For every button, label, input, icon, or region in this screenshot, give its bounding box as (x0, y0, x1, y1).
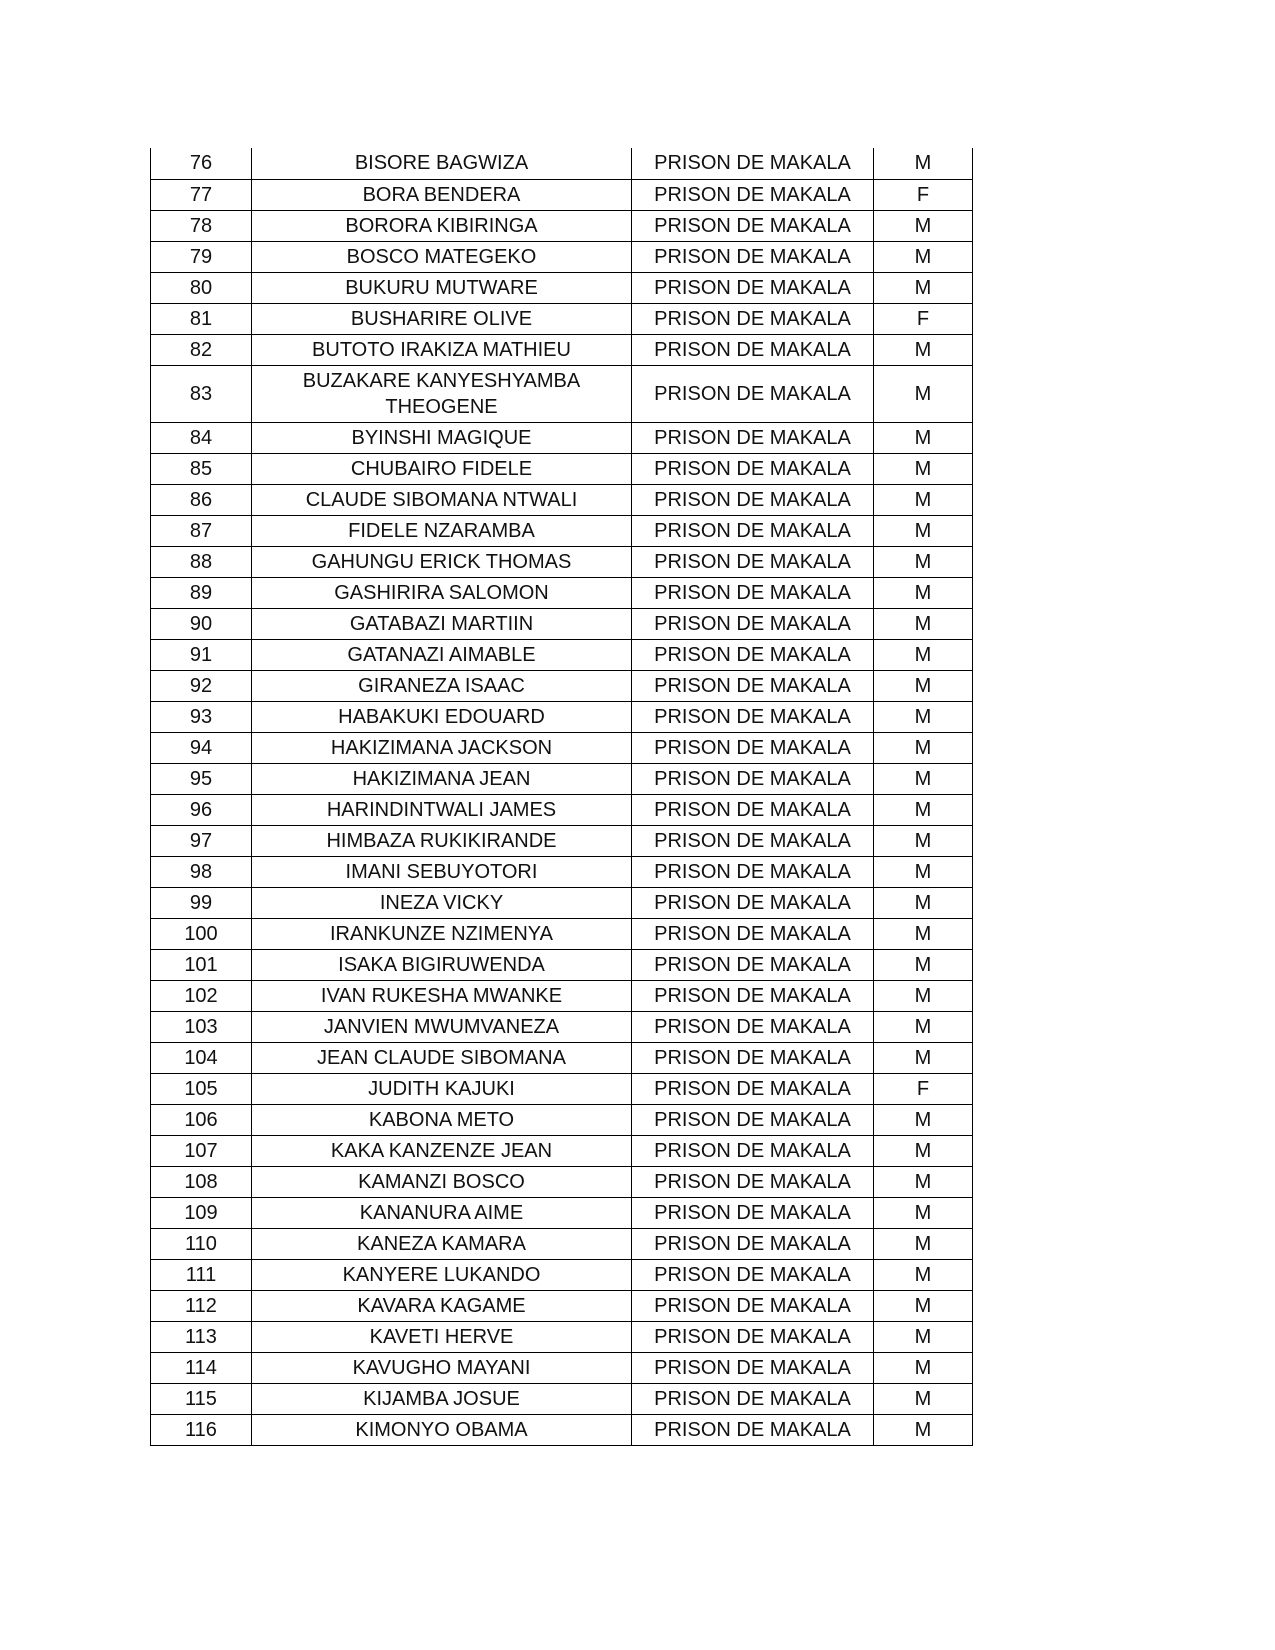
sex-cell: M (874, 210, 973, 241)
row-number-cell: 102 (151, 980, 252, 1011)
person-name-cell: KIMONYO OBAMA (252, 1414, 632, 1445)
person-name-cell: JANVIEN MWUMVANEZA (252, 1011, 632, 1042)
row-number-cell: 116 (151, 1414, 252, 1445)
person-name-cell: KABONA METO (252, 1104, 632, 1135)
row-number-cell: 91 (151, 639, 252, 670)
person-name-cell: KAKA KANZENZE JEAN (252, 1135, 632, 1166)
table-row (151, 422, 973, 453)
table-row (151, 1290, 973, 1321)
sex-cell: M (874, 701, 973, 732)
sex-cell: M (874, 1383, 973, 1414)
location-cell: PRISON DE MAKALA (632, 210, 874, 241)
row-number-cell: 94 (151, 732, 252, 763)
sex-cell: M (874, 1166, 973, 1197)
sex-cell: M (874, 639, 973, 670)
table-row (151, 148, 973, 179)
sex-cell: M (874, 1135, 973, 1166)
location-cell: PRISON DE MAKALA (632, 763, 874, 794)
row-number-cell: 99 (151, 887, 252, 918)
person-name-cell: BUKURU MUTWARE (252, 272, 632, 303)
location-cell: PRISON DE MAKALA (632, 1166, 874, 1197)
row-number-cell: 92 (151, 670, 252, 701)
location-cell: PRISON DE MAKALA (632, 148, 874, 179)
location-cell: PRISON DE MAKALA (632, 949, 874, 980)
table-row (151, 608, 973, 639)
table-row (151, 825, 973, 856)
location-cell: PRISON DE MAKALA (632, 794, 874, 825)
row-number-cell: 83 (151, 365, 252, 422)
person-name-cell: CHUBAIRO FIDELE (252, 453, 632, 484)
row-number-cell: 106 (151, 1104, 252, 1135)
table-row (151, 980, 973, 1011)
person-name-cell: BYINSHI MAGIQUE (252, 422, 632, 453)
person-name-cell: HARINDINTWALI JAMES (252, 794, 632, 825)
sex-cell: M (874, 980, 973, 1011)
sex-cell: M (874, 1259, 973, 1290)
sex-cell: M (874, 1228, 973, 1259)
person-name-cell: GATANAZI AIMABLE (252, 639, 632, 670)
row-number-cell: 95 (151, 763, 252, 794)
location-cell: PRISON DE MAKALA (632, 887, 874, 918)
table-row (151, 577, 973, 608)
person-name-cell: FIDELE NZARAMBA (252, 515, 632, 546)
sex-cell: M (874, 422, 973, 453)
location-cell: PRISON DE MAKALA (632, 670, 874, 701)
location-cell: PRISON DE MAKALA (632, 1321, 874, 1352)
row-number-cell: 103 (151, 1011, 252, 1042)
row-number-cell: 104 (151, 1042, 252, 1073)
row-number-cell: 88 (151, 546, 252, 577)
sex-cell: M (874, 148, 973, 179)
table-row (151, 515, 973, 546)
row-number-cell: 111 (151, 1259, 252, 1290)
table-row (151, 918, 973, 949)
sex-cell: M (874, 856, 973, 887)
table-row (151, 1321, 973, 1352)
table-row (151, 1011, 973, 1042)
row-number-cell: 90 (151, 608, 252, 639)
sex-cell: M (874, 763, 973, 794)
table-row (151, 546, 973, 577)
person-name-cell: BUZAKARE KANYESHYAMBA THEOGENE (252, 365, 632, 422)
table-row (151, 670, 973, 701)
sex-cell: F (874, 1073, 973, 1104)
sex-cell: M (874, 608, 973, 639)
person-name-cell: GATABAZI MARTIIN (252, 608, 632, 639)
person-name-cell: KANANURA AIME (252, 1197, 632, 1228)
row-number-cell: 80 (151, 272, 252, 303)
row-number-cell: 109 (151, 1197, 252, 1228)
location-cell: PRISON DE MAKALA (632, 577, 874, 608)
roster-table (150, 148, 973, 1446)
row-number-cell: 84 (151, 422, 252, 453)
person-name-cell: GIRANEZA ISAAC (252, 670, 632, 701)
row-number-cell: 113 (151, 1321, 252, 1352)
sex-cell: M (874, 515, 973, 546)
table-row (151, 1197, 973, 1228)
table-row (151, 334, 973, 365)
location-cell: PRISON DE MAKALA (632, 546, 874, 577)
sex-cell: M (874, 484, 973, 515)
sex-cell: M (874, 949, 973, 980)
sex-cell: M (874, 1011, 973, 1042)
table-row (151, 210, 973, 241)
table-row (151, 272, 973, 303)
location-cell: PRISON DE MAKALA (632, 179, 874, 210)
sex-cell: M (874, 732, 973, 763)
row-number-cell: 93 (151, 701, 252, 732)
location-cell: PRISON DE MAKALA (632, 639, 874, 670)
location-cell: PRISON DE MAKALA (632, 1228, 874, 1259)
location-cell: PRISON DE MAKALA (632, 453, 874, 484)
table-row (151, 1228, 973, 1259)
location-cell: PRISON DE MAKALA (632, 1290, 874, 1321)
person-name-cell: GASHIRIRA SALOMON (252, 577, 632, 608)
person-name-cell: HABAKUKI EDOUARD (252, 701, 632, 732)
sex-cell: M (874, 1104, 973, 1135)
table-row (151, 1259, 973, 1290)
table-row (151, 1383, 973, 1414)
row-number-cell: 101 (151, 949, 252, 980)
table-row (151, 1352, 973, 1383)
person-name-cell: IRANKUNZE NZIMENYA (252, 918, 632, 949)
sex-cell: M (874, 1042, 973, 1073)
table-row (151, 887, 973, 918)
person-name-cell: BORORA KIBIRINGA (252, 210, 632, 241)
person-name-cell: BISORE BAGWIZA (252, 148, 632, 179)
sex-cell: M (874, 1197, 973, 1228)
person-name-cell: JUDITH KAJUKI (252, 1073, 632, 1104)
person-name-cell: BUTOTO IRAKIZA MATHIEU (252, 334, 632, 365)
location-cell: PRISON DE MAKALA (632, 980, 874, 1011)
person-name-cell: ISAKA BIGIRUWENDA (252, 949, 632, 980)
roster-table-body (151, 148, 973, 1445)
table-row (151, 701, 973, 732)
row-number-cell: 77 (151, 179, 252, 210)
person-name-cell: BORA BENDERA (252, 179, 632, 210)
person-name-cell: IVAN RUKESHA MWANKE (252, 980, 632, 1011)
location-cell: PRISON DE MAKALA (632, 608, 874, 639)
sex-cell: M (874, 546, 973, 577)
sex-cell: M (874, 453, 973, 484)
row-number-cell: 78 (151, 210, 252, 241)
sex-cell: M (874, 670, 973, 701)
sex-cell: M (874, 365, 973, 422)
location-cell: PRISON DE MAKALA (632, 1104, 874, 1135)
location-cell: PRISON DE MAKALA (632, 303, 874, 334)
table-row (151, 1104, 973, 1135)
location-cell: PRISON DE MAKALA (632, 701, 874, 732)
table-row (151, 1042, 973, 1073)
table-row (151, 732, 973, 763)
row-number-cell: 96 (151, 794, 252, 825)
sex-cell: M (874, 1414, 973, 1445)
person-name-cell: BOSCO MATEGEKO (252, 241, 632, 272)
row-number-cell: 79 (151, 241, 252, 272)
person-name-cell: GAHUNGU ERICK THOMAS (252, 546, 632, 577)
row-number-cell: 114 (151, 1352, 252, 1383)
location-cell: PRISON DE MAKALA (632, 515, 874, 546)
person-name-cell: HIMBAZA RUKIKIRANDE (252, 825, 632, 856)
table-row (151, 794, 973, 825)
person-name-cell: HAKIZIMANA JACKSON (252, 732, 632, 763)
location-cell: PRISON DE MAKALA (632, 1042, 874, 1073)
row-number-cell: 85 (151, 453, 252, 484)
location-cell: PRISON DE MAKALA (632, 1259, 874, 1290)
row-number-cell: 86 (151, 484, 252, 515)
location-cell: PRISON DE MAKALA (632, 272, 874, 303)
person-name-cell: IMANI SEBUYOTORI (252, 856, 632, 887)
table-row (151, 179, 973, 210)
row-number-cell: 81 (151, 303, 252, 334)
table-row (151, 1135, 973, 1166)
sex-cell: M (874, 241, 973, 272)
location-cell: PRISON DE MAKALA (632, 1073, 874, 1104)
location-cell: PRISON DE MAKALA (632, 1135, 874, 1166)
sex-cell: M (874, 272, 973, 303)
sex-cell: F (874, 179, 973, 210)
sex-cell: M (874, 918, 973, 949)
location-cell: PRISON DE MAKALA (632, 1414, 874, 1445)
person-name-cell: CLAUDE SIBOMANA NTWALI (252, 484, 632, 515)
table-row (151, 484, 973, 515)
sex-cell: M (874, 577, 973, 608)
person-name-cell: KAMANZI BOSCO (252, 1166, 632, 1197)
row-number-cell: 100 (151, 918, 252, 949)
location-cell: PRISON DE MAKALA (632, 825, 874, 856)
row-number-cell: 87 (151, 515, 252, 546)
table-row (151, 1414, 973, 1445)
location-cell: PRISON DE MAKALA (632, 422, 874, 453)
table-row (151, 303, 973, 334)
sex-cell: M (874, 887, 973, 918)
person-name-cell: BUSHARIRE OLIVE (252, 303, 632, 334)
row-number-cell: 98 (151, 856, 252, 887)
row-number-cell: 107 (151, 1135, 252, 1166)
table-row (151, 453, 973, 484)
row-number-cell: 108 (151, 1166, 252, 1197)
location-cell: PRISON DE MAKALA (632, 1197, 874, 1228)
location-cell: PRISON DE MAKALA (632, 241, 874, 272)
person-name-cell: HAKIZIMANA JEAN (252, 763, 632, 794)
sex-cell: M (874, 1352, 973, 1383)
row-number-cell: 115 (151, 1383, 252, 1414)
location-cell: PRISON DE MAKALA (632, 1383, 874, 1414)
person-name-cell: KANEZA KAMARA (252, 1228, 632, 1259)
sex-cell: M (874, 1290, 973, 1321)
table-row (151, 365, 973, 422)
location-cell: PRISON DE MAKALA (632, 484, 874, 515)
table-row (151, 856, 973, 887)
table-row (151, 763, 973, 794)
person-name-cell: JEAN CLAUDE SIBOMANA (252, 1042, 632, 1073)
sex-cell: M (874, 334, 973, 365)
table-row (151, 949, 973, 980)
sex-cell: M (874, 794, 973, 825)
row-number-cell: 110 (151, 1228, 252, 1259)
sex-cell: F (874, 303, 973, 334)
person-name-cell: KIJAMBA JOSUE (252, 1383, 632, 1414)
row-number-cell: 76 (151, 148, 252, 179)
person-name-cell: KAVARA KAGAME (252, 1290, 632, 1321)
sex-cell: M (874, 1321, 973, 1352)
table-row (151, 1073, 973, 1104)
row-number-cell: 97 (151, 825, 252, 856)
row-number-cell: 89 (151, 577, 252, 608)
table-row (151, 1166, 973, 1197)
location-cell: PRISON DE MAKALA (632, 918, 874, 949)
location-cell: PRISON DE MAKALA (632, 856, 874, 887)
table-row (151, 639, 973, 670)
row-number-cell: 112 (151, 1290, 252, 1321)
person-name-cell: INEZA VICKY (252, 887, 632, 918)
row-number-cell: 82 (151, 334, 252, 365)
location-cell: PRISON DE MAKALA (632, 365, 874, 422)
location-cell: PRISON DE MAKALA (632, 334, 874, 365)
location-cell: PRISON DE MAKALA (632, 1352, 874, 1383)
row-number-cell: 105 (151, 1073, 252, 1104)
location-cell: PRISON DE MAKALA (632, 732, 874, 763)
person-name-cell: KAVUGHO MAYANI (252, 1352, 632, 1383)
person-name-cell: KANYERE LUKANDO (252, 1259, 632, 1290)
table-row (151, 241, 973, 272)
sex-cell: M (874, 825, 973, 856)
location-cell: PRISON DE MAKALA (632, 1011, 874, 1042)
person-name-cell: KAVETI HERVE (252, 1321, 632, 1352)
